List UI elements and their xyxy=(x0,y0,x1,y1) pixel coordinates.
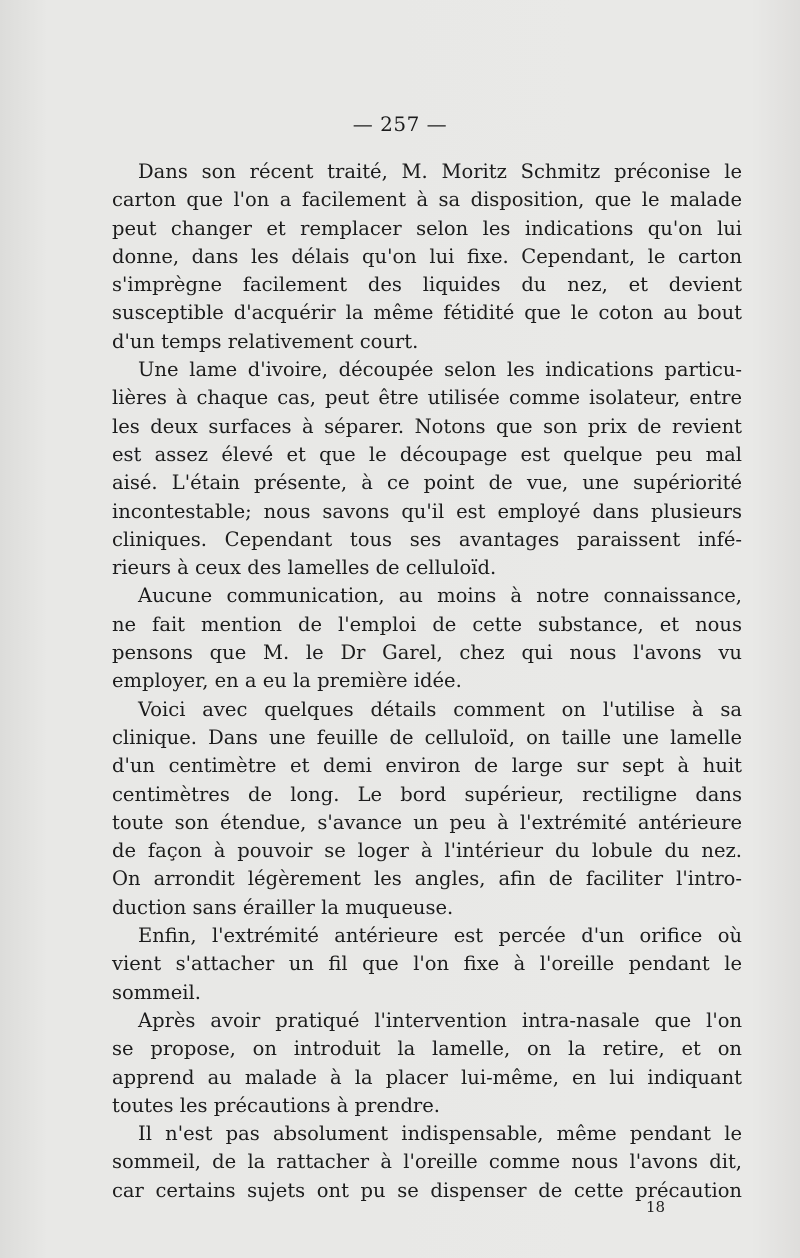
text-line: donne, dans les délais qu'on lui fixe. Cependant, le carton xyxy=(112,244,742,268)
text-line: vient s'attacher un fil que l'on fixe à l'oreille pendant le xyxy=(112,952,742,976)
text-line: Il n'est pas absolument indispensable, même pendant le xyxy=(138,1122,742,1146)
text-line: toute son étendue, s'avance un peu à l'extrémité antérieure xyxy=(112,810,742,834)
text-line: Enfin, l'extrémité antérieure est percée d'un orifice où xyxy=(138,924,742,948)
text-line: ne fait mention de l'emploi de cette substance, et nous xyxy=(112,612,742,636)
text-line: On arrondit légèrement les angles, afin de faciliter l'intro- xyxy=(112,867,742,891)
text-line: de façon à pouvoir se loger à l'intérieur du lobule du nez. xyxy=(112,839,742,863)
text-line: car certains sujets ont pu se dispenser de cette précaution xyxy=(112,1178,742,1202)
text-line: Dans son récent traité, M. Moritz Schmitz préconise le xyxy=(138,160,742,183)
signature-mark: 18 xyxy=(646,1198,666,1216)
text-line: susceptible d'acquérir la même fétidité que le coton au bout xyxy=(112,301,742,325)
text-line: aisé. L'étain présente, à ce point de vue, une supériorité xyxy=(112,471,742,495)
text-line: pensons que M. le Dr Garel, chez qui nous l'avons vu xyxy=(112,641,742,665)
text-line: sommeil, de la rattacher à l'oreille comme nous l'avons dit, xyxy=(112,1150,742,1174)
text-line: d'un centimètre et demi environ de large sur sept à huit xyxy=(112,754,742,778)
text-line: sommeil. xyxy=(112,980,201,1004)
text-line: toutes les précautions à prendre. xyxy=(112,1093,440,1117)
text-line: s'imprègne facilement des liquides du nez, et devient xyxy=(112,273,742,297)
text-line: duction sans érailler la muqueuse. xyxy=(112,895,454,919)
text-line: lières à chaque cas, peut être utilisée comme isolateur, entre xyxy=(112,386,742,410)
text-line: clinique. Dans une feuille de celluloïd, on taille une lamelle xyxy=(112,725,742,749)
text-line: carton que l'on a facilement à sa disposition, que le malade xyxy=(112,188,742,212)
text-line: est assez élevé et que le découpage est quelque peu mal xyxy=(112,442,742,466)
text-line: centimètres de long. Le bord supérieur, rectiligne dans xyxy=(112,782,742,806)
body-text xyxy=(112,158,742,1205)
text-line: Après avoir pratiqué l'intervention intra-nasale que l'on xyxy=(138,1008,742,1032)
text-line: rieurs à ceux des lamelles de celluloïd. xyxy=(112,556,497,580)
text-line: employer, en a eu la première idée. xyxy=(112,669,462,693)
text-line: Aucune communication, au moins à notre connaissance, xyxy=(138,584,742,608)
page-number: — 257 — xyxy=(352,112,448,136)
text-line: Une lame d'ivoire, découpée selon les indications particu- xyxy=(138,358,742,382)
text-line: incontestable; nous savons qu'il est employé dans plusieurs xyxy=(112,499,742,523)
text-line: peut changer et remplacer selon les indications qu'on lui xyxy=(112,216,742,240)
text-line: Voici avec quelques détails comment on l'utilise à sa xyxy=(138,697,742,721)
text-line: les deux surfaces à séparer. Notons que son prix de revient xyxy=(112,414,742,438)
text-line: apprend au malade à la placer lui-même, en lui indiquant xyxy=(112,1065,742,1089)
text-line: se propose, on introduit la lamelle, on la retire, et on xyxy=(112,1037,742,1061)
text-line: cliniques. Cependant tous ses avantages paraissent infé- xyxy=(112,527,742,551)
text-line: d'un temps relativement court. xyxy=(112,329,419,353)
